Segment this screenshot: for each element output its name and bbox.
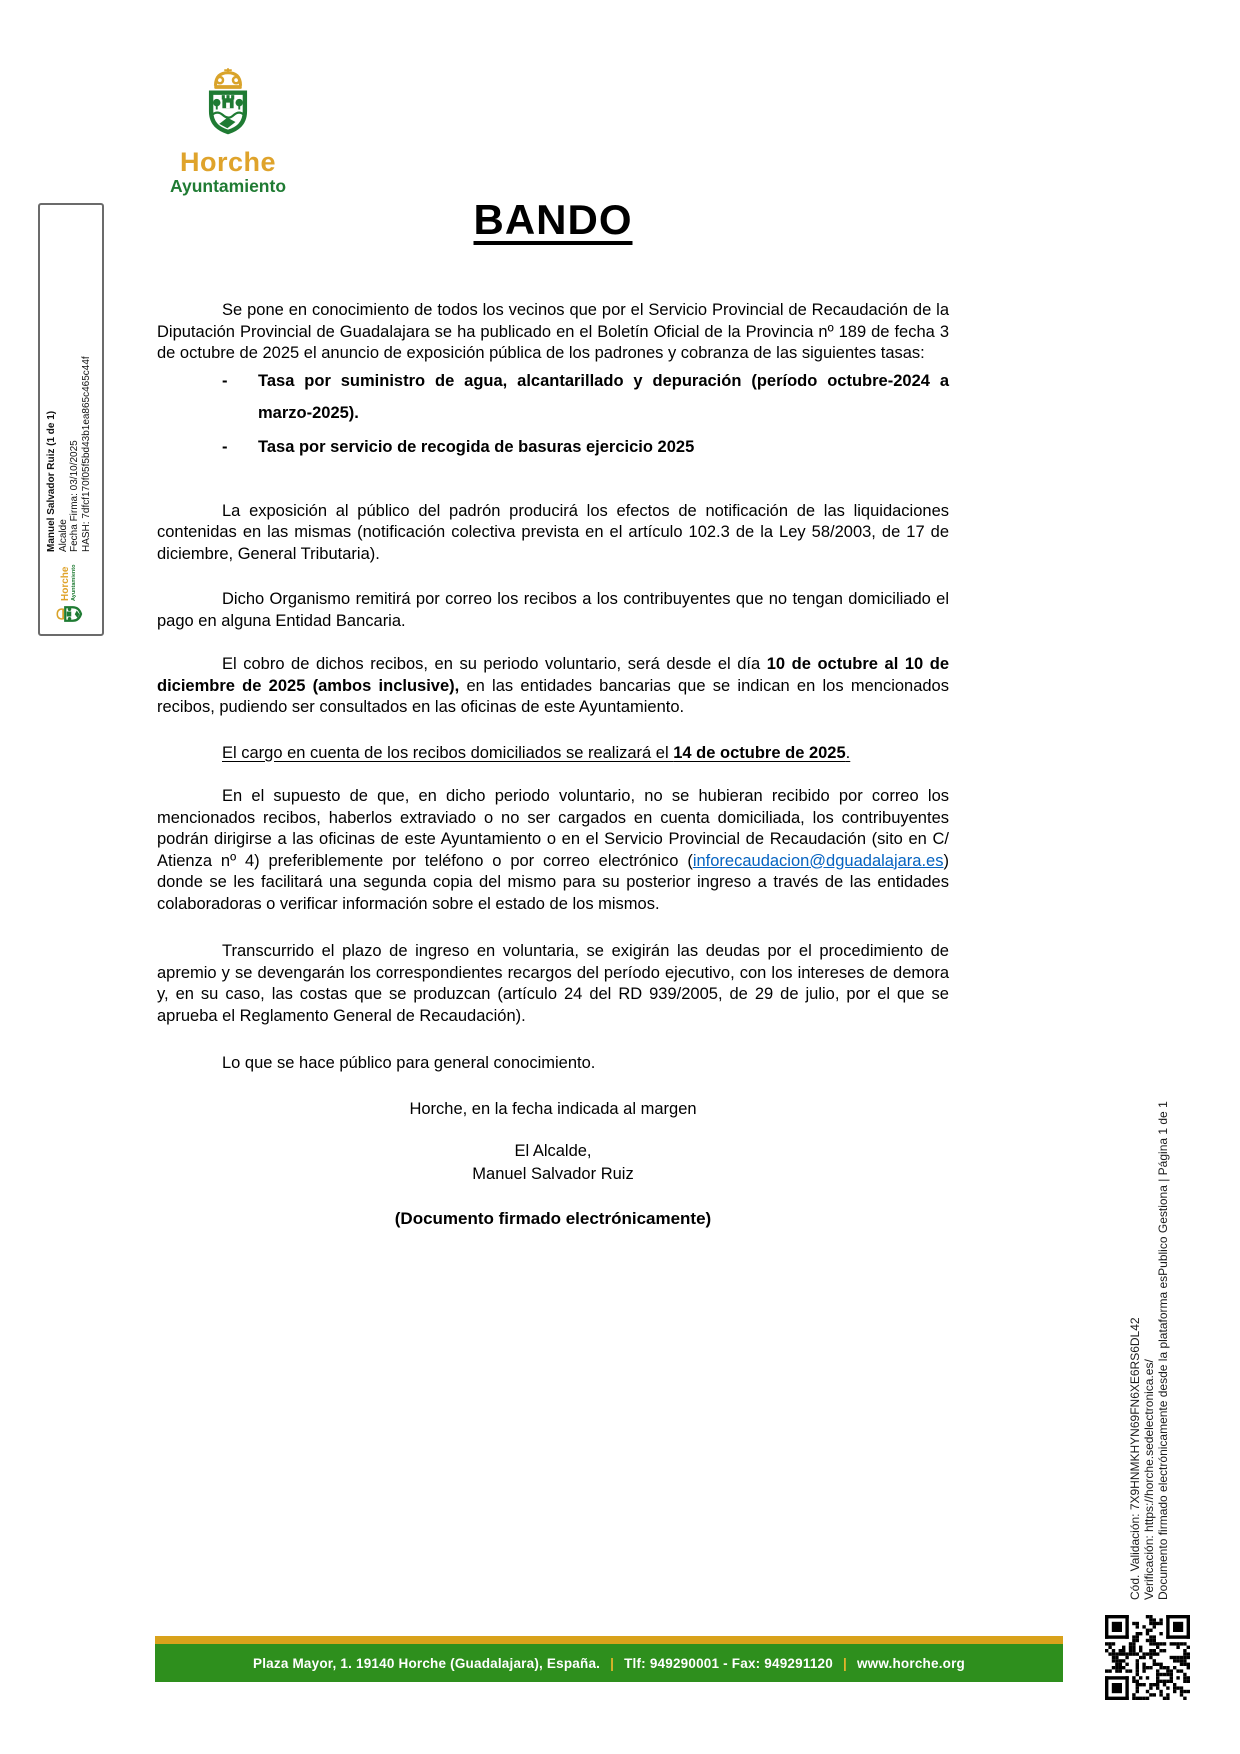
municipality-logo <box>163 56 293 196</box>
logo-subtitle: Ayuntamiento <box>169 176 287 196</box>
footer-phone-fax: Tlf: 949290001 - Fax: 949291120 <box>624 1655 833 1671</box>
paragraph-cobro <box>157 654 949 719</box>
list-item <box>222 431 949 463</box>
signature-stamp-text <box>46 232 92 552</box>
validation-sidebar <box>1128 940 1170 1600</box>
stamp-hash: HASH: 7dfcf170f05f5bd43b1ea865c465c44f <box>80 356 92 552</box>
document-body <box>157 196 949 1230</box>
signer-role: El Alcalde, <box>514 1142 592 1160</box>
paragraph-organismo: Dicho Organismo remitirá por correo los recibos a los contribuyentes que no tengan domiciliado el pago en alguna Entidad Bancaria. <box>157 590 949 630</box>
recaudacion-email-link[interactable]: inforecaudacion@dguadalajara.es <box>692 851 944 870</box>
paragraph-cargo-post: . <box>845 743 851 762</box>
paragraph-cobro-dates: 10 de octubre al 10 de diciembre de 2025 (ambos inclusive), <box>157 655 949 695</box>
paragraph-supuesto-pre: En el supuesto de que, en dicho periodo voluntario, no se hubieran recibido por correo los mencionados recibos, haberlos extraviado o no ser cargados en cuenta domiciliada, los contribuyentes podrán dirigirse a las oficinas de este Ayuntamiento o en el Servicio Provincial de Recaudación (sito en C/ Atienza nº 4) preferiblemente por teléfono o por correo electrónico ( <box>157 787 949 870</box>
list-item <box>222 365 949 429</box>
stamp-mini-logo <box>50 538 88 624</box>
stamp-logo-title: Horche <box>60 566 71 601</box>
stamp-signer-name: Manuel Salvador Ruiz (1 de 1) <box>46 410 57 552</box>
document-title: BANDO <box>473 196 633 243</box>
paragraph-supuesto <box>157 786 949 915</box>
verification-url: Verificación: https://horche.sedelectronica.es/ <box>1142 1359 1156 1600</box>
paragraph-cobro-post: en las entidades bancarias que se indican en los mencionados recibos, pudiendo ser consultados en las oficinas de este Ayuntamiento. <box>157 676 949 716</box>
horche-shield-icon-small <box>54 604 84 624</box>
footer-separator: | <box>610 1655 615 1671</box>
paragraph-supuesto-post: ) donde se les facilitará una segunda copia del mismo para su posterior ingreso a través de las entidades colaboradoras o verificar información sobre el estado de los mismos. <box>157 851 949 913</box>
footer-bar <box>155 1636 1063 1682</box>
horche-shield-icon <box>203 56 253 148</box>
footer-green-bar <box>155 1644 1063 1682</box>
footer-gold-strip <box>155 1636 1063 1644</box>
tax-item-waste: Tasa por servicio de recogida de basuras ejercicio 2025 <box>258 437 695 456</box>
signer-name: Manuel Salvador Ruiz <box>472 1165 634 1183</box>
footer-separator: | <box>842 1655 847 1671</box>
bullet-marker: - <box>222 371 228 390</box>
paragraph-cargo-pre: El cargo en cuenta de los recibos domiciliados se realizará el <box>222 743 674 762</box>
electronic-signature-note: (Documento firmado electrónicamente) <box>394 1209 712 1228</box>
paragraph-intro: Se pone en conocimiento de todos los vecinos que por el Servicio Provincial de Recaudación de la Diputación Provincial de Guadalajara se ha publicado en el Boletín Oficial de la Provincia nº 189 de fecha 3 de octubre de 2025 el anuncio de exposición pública de los padrones y cobranza de las siguientes tasas: <box>157 301 949 362</box>
place-date-line: Horche, en la fecha indicada al margen <box>409 1099 697 1118</box>
paragraph-publico: Lo que se hace público para general conocimiento. <box>222 1054 596 1072</box>
footer-website: www.horche.org <box>856 1655 965 1671</box>
stamp-logo-subtitle: Ayuntamiento <box>71 564 77 601</box>
qr-code <box>1105 1615 1190 1700</box>
paragraph-exposicion: La exposición al público del padrón producirá los efectos de notificación de las liquidaciones contenidas en las mismas (notificación colectiva prevista en el artículo 102.3 de la Ley 58/2003, de 17 de diciembre, General Tributaria). <box>157 501 949 563</box>
paragraph-cargo <box>157 743 949 765</box>
stamp-signer-role: Alcalde <box>57 519 69 552</box>
platform-note: Documento firmado electrónicamente desde la plataforma esPublico Gestiona | Página 1 de 1 <box>1156 1101 1170 1600</box>
tax-list <box>157 365 949 463</box>
stamp-signature-date: Fecha Firma: 03/10/2025 <box>69 440 80 552</box>
logo-title: Horche <box>179 147 277 177</box>
tax-item-water: Tasa por suministro de agua, alcantarillado y depuración (período octubre-2024 a marzo-2025). <box>258 371 949 422</box>
paragraph-cobro-pre: El cobro de dichos recibos, en su periodo voluntario, será desde el día <box>222 655 767 673</box>
footer-address: Plaza Mayor, 1. 19140 Horche (Guadalajara), España. <box>253 1655 601 1671</box>
signer-block <box>157 1140 949 1186</box>
paragraph-transcurrido: Transcurrido el plazo de ingreso en voluntaria, se exigirán las deudas por el procedimiento de apremio y se devengarán los correspondientes recargos del período ejecutivo, con los intereses de demora y, en su caso, las costas que se produzcan (artículo 24 del RD 939/2005, de 29 de julio, por el que se aprueba el Reglamento General de Recaudación). <box>157 942 949 1025</box>
paragraph-cargo-date: 14 de octubre de 2025 <box>673 743 846 762</box>
validation-code: Cód. Validación: 7X9HNMKHYN69FN6XE6RS6DL42 <box>1128 1317 1142 1600</box>
bullet-marker: - <box>222 437 228 456</box>
